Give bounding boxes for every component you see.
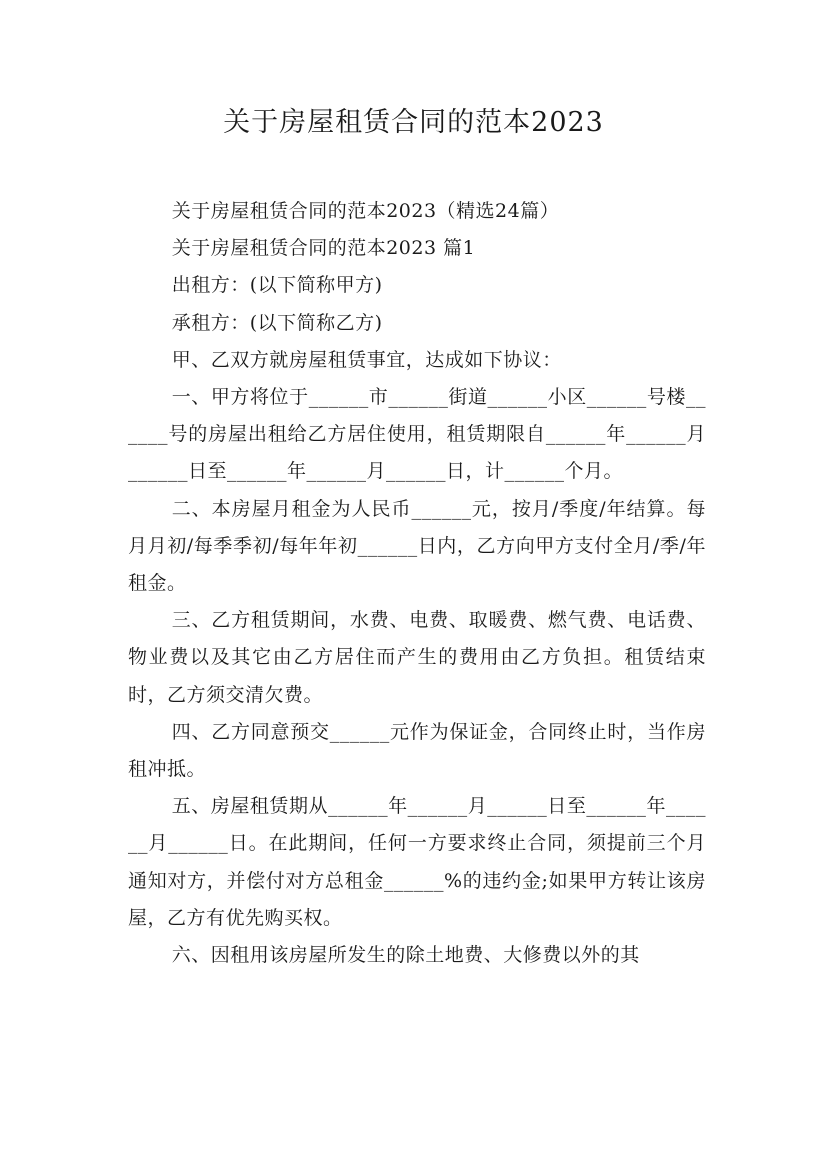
document-body (128, 193, 706, 974)
paragraph: 关于房屋租赁合同的范本2023（精选24篇） (171, 200, 560, 222)
paragraph: 关于房屋租赁合同的范本2023 篇1 (171, 237, 476, 260)
paragraph: 出租方：(以下简称甲方) (171, 274, 383, 297)
paragraph: 甲、乙双方就房屋租赁事宜，达成如下协议： (171, 348, 562, 371)
paragraph: 三、乙方租赁期间，水费、电费、取暖费、燃气费、电话费、物业费以及其它由乙方居住而产生的费用由乙方负担。租赁结束时，乙方须交清欠费。 (128, 609, 706, 706)
paragraph: 一、甲方将位于______市______街道______小区______号楼______号的房屋出租给乙方居住使用，租赁期限自______年______月______日至______年______月______日，计______个月。 (128, 386, 706, 483)
paragraph: 二、本房屋月租金为人民币______元，按月/季度/年结算。每月月初/每季季初/每年年初______日内，乙方向甲方支付全月/季/年租金。 (128, 497, 706, 595)
document-title: 关于房屋租赁合同的范本2023 (223, 107, 604, 138)
paragraph: 六、因租用该房屋所发生的除土地费、大修费以外的其 (171, 944, 640, 967)
paragraph: 承租方：(以下简称乙方) (171, 311, 383, 334)
paragraph: 四、乙方同意预交______元作为保证金，合同终止时，当作房租冲抵。 (128, 720, 706, 781)
paragraph: 五、房屋租赁期从______年______月______日至______年______月______日。在此期间，任何一方要求终止合同，须提前三个月通知对方，并偿付对方总租金______%的违约金;如果甲方转让该房屋，乙方有优先购买权。 (128, 795, 706, 929)
